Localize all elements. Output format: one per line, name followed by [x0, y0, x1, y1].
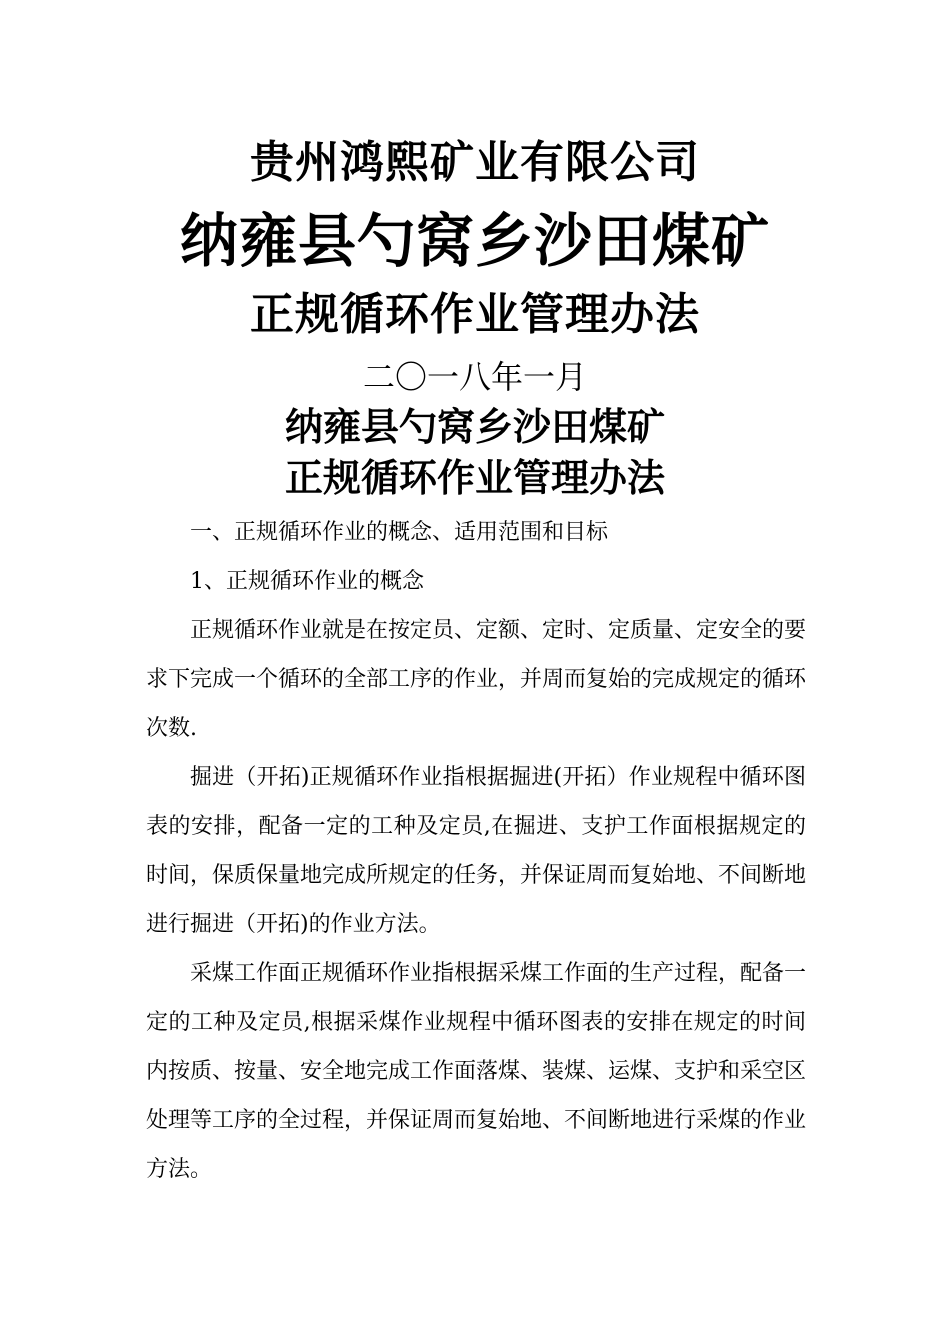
cover-title: 正规循环作业管理办法	[250, 289, 700, 340]
section-heading: 一、正规循环作业的概念、适用范围和目标	[190, 520, 609, 545]
subsection-heading: 1、正规循环作业的概念	[190, 569, 424, 594]
paragraph-excavation: 掘进（开拓)正规循环作业指根据掘进(开拓）作业规程中循环图表的安排，配备一定的工种及定员,在掘进、支护工作面根据规定的时间，保质保量地完成所规定的任务，并保证周而复始地、不间断地进行掘进（开拓)的作业方法。	[146, 765, 807, 937]
document-body	[146, 508, 806, 1194]
cover-date: 二〇一八年一月	[362, 358, 587, 396]
paragraph-coal-mining: 采煤工作面正规循环作业指根据采煤工作面的生产过程，配备一定的工种及定员,根据采煤作业规程中循环图表的安排在规定的时间内按质、按量、安全地完成工作面落煤、装煤、运煤、支护和采空区处理等工序的全过程，并保证周而复始地、不间断地进行采煤的作业方法。	[146, 961, 807, 1182]
document-title-line1: 纳雍县勺窝乡沙田煤矿	[284, 404, 665, 449]
company-name: 贵州鸿熙矿业有限公司	[250, 137, 700, 188]
document-title-line2: 正规循环作业管理办法	[284, 455, 665, 500]
mine-name: 纳雍县勺窝乡沙田煤矿	[179, 207, 770, 275]
paragraph-concept: 正规循环作业就是在按定员、定额、定时、定质量、定安全的要求下完成一个循环的全部工序的作业，并周而复始的完成规定的循环次数.	[146, 618, 807, 741]
